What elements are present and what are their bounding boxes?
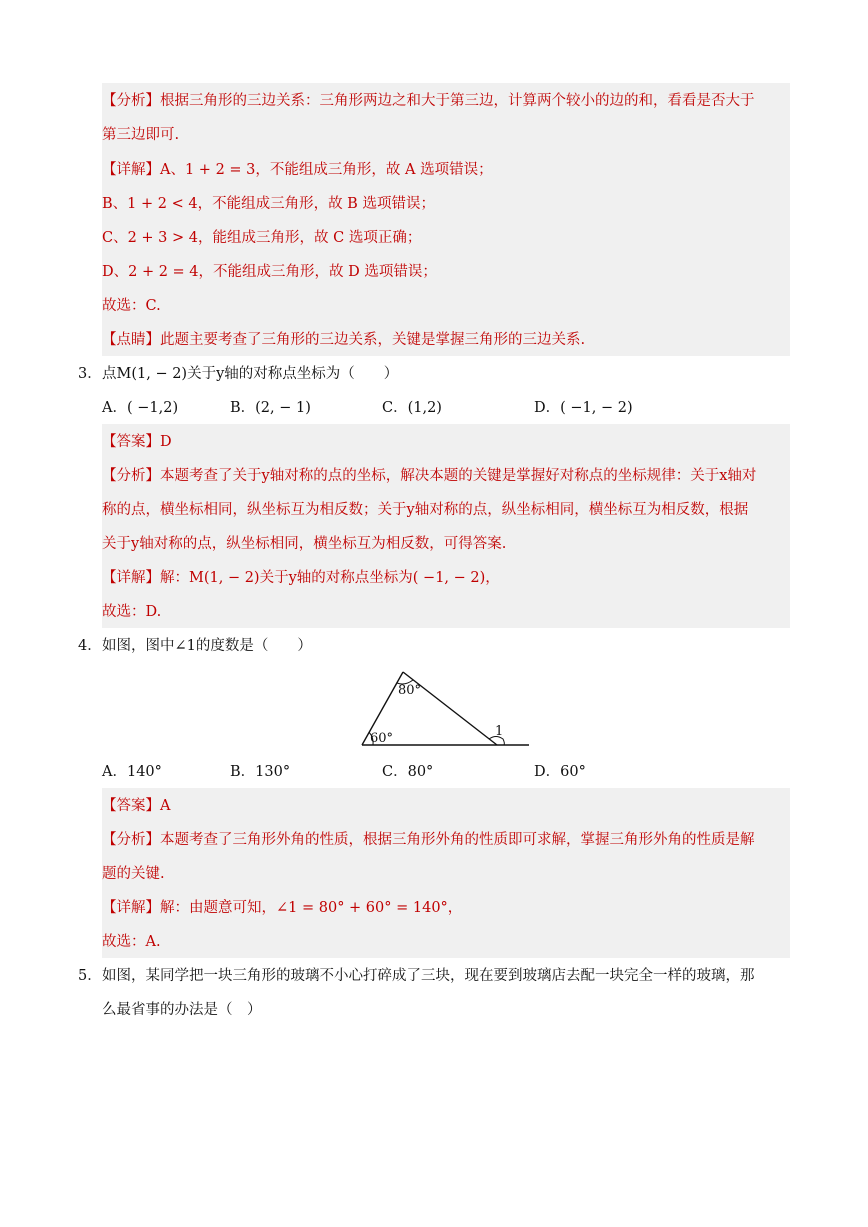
- detail-line: D、2 + 2 = 4，不能组成三角形，故 D 选项错误；: [102, 264, 437, 280]
- angle-1-label: 1: [495, 724, 504, 739]
- option-a: A．140°: [102, 764, 162, 780]
- answer-line: 【答案】D: [102, 434, 172, 450]
- question-stem: 如图，某同学把一块三角形的玻璃不小心打碎成了三块，现在要到玻璃店去配一块完全一样的玻璃，那: [102, 968, 755, 984]
- analysis-line: 题的关键.: [102, 866, 165, 882]
- analysis-line: 【分析】本题考查了关于y轴对称的点的坐标，解决本题的关键是掌握好对称点的坐标规律：关于x轴对: [102, 468, 757, 484]
- analysis-line: 第三边即可.: [102, 127, 180, 143]
- question-stem: 如图，图中∠1的度数是（ ）: [102, 638, 312, 654]
- choose-line: 故选：D.: [102, 604, 162, 620]
- option-c: C．80°: [382, 764, 434, 780]
- detail-line: B、1 + 2 < 4，不能组成三角形，故 B 选项错误；: [102, 196, 435, 212]
- solution-block-q2: [102, 83, 790, 356]
- question-number: 4．: [78, 638, 102, 654]
- detail-line: 【详解】解：由题意可知，∠1 = 80° + 60° = 140°，: [102, 900, 463, 916]
- detail-line: C、2 + 3 > 4，能组成三角形，故 C 选项正确；: [102, 230, 422, 246]
- option-d: D．60°: [534, 764, 586, 780]
- solution-block-q3: [102, 424, 790, 628]
- analysis-line: 【分析】根据三角形的三边关系：三角形两边之和大于第三边，计算两个较小的边的和，看看是否大于: [102, 93, 755, 109]
- answer-line: 【答案】A: [102, 798, 171, 814]
- detail-line: 【详解】A、1 + 2 = 3，不能组成三角形，故 A 选项错误；: [102, 162, 493, 178]
- option-d: D．( −1, − 2): [534, 400, 633, 416]
- question-number: 5．: [78, 968, 102, 984]
- analysis-line: 关于y轴对称的点，纵坐标相同，横坐标互为相反数，可得答案.: [102, 536, 507, 552]
- triangle-figure: [355, 664, 535, 754]
- analysis-line: 称的点，横坐标相同，纵坐标互为相反数；关于y轴对称的点，纵坐标相同，横坐标互为相反数，根据: [102, 502, 749, 518]
- option-a: A．( −1,2): [102, 400, 179, 416]
- question-number: 3．: [78, 366, 102, 382]
- option-b: B．(2, − 1): [230, 400, 311, 416]
- choose-line: 故选：A.: [102, 934, 161, 950]
- angle-60-label: 60°: [370, 731, 394, 746]
- solution-block-q4: [102, 788, 790, 958]
- detail-line: 【详解】解：M(1, − 2)关于y轴的对称点坐标为( −1, − 2)，: [102, 570, 500, 586]
- question-stem: 么最省事的办法是（ ）: [102, 1002, 262, 1018]
- angle-80-label: 80°: [398, 683, 422, 698]
- choose-line: 故选：C.: [102, 298, 161, 314]
- option-b: B．130°: [230, 764, 291, 780]
- analysis-line: 【分析】本题考查了三角形外角的性质，根据三角形外角的性质即可求解，掌握三角形外角的性质是解: [102, 832, 755, 848]
- option-c: C．(1,2): [382, 400, 442, 416]
- question-stem: 点M(1, − 2)关于y轴的对称点坐标为（ ）: [102, 366, 399, 382]
- comment-line: 【点睛】此题主要考查了三角形的三边关系，关键是掌握三角形的三边关系.: [102, 332, 586, 348]
